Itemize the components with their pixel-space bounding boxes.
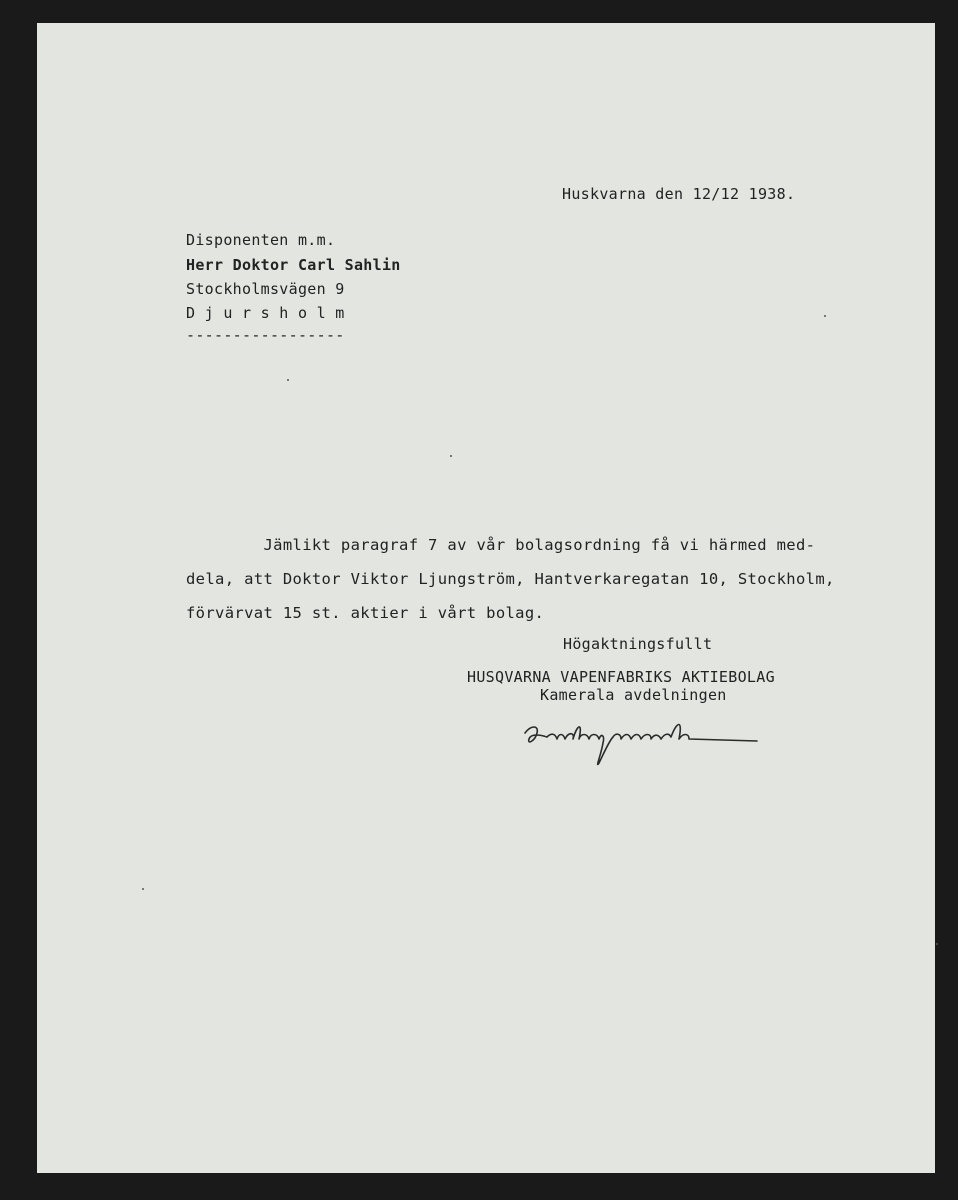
paper-speck (287, 379, 289, 381)
sender-department: Kamerala avdelningen (540, 686, 727, 704)
recipient-street: Stockholmsvägen 9 (186, 280, 345, 298)
letter-body: Jämlikt paragraf 7 av vår bolagsordning få vi härmed med- dela, att Doktor Viktor Ljungström, Hantverkaregatan 10, Stockholm, förvärvat 15 st. aktier i vårt bolag. (186, 536, 835, 622)
place-date: Huskvarna den 12/12 1938. (562, 185, 796, 203)
recipient-city: D j u r s h o l m (186, 304, 345, 322)
address-underline: ----------------- (186, 326, 345, 344)
paper-speck (936, 943, 938, 945)
letter-page (37, 23, 935, 1173)
recipient-name: Herr Doktor Carl Sahlin (186, 256, 401, 274)
paper-speck (824, 315, 826, 317)
handwritten-signature (517, 711, 777, 781)
recipient-title: Disponenten m.m. (186, 231, 336, 249)
closing: Högaktningsfullt (563, 635, 713, 653)
sender-company: HUSQVARNA VAPENFABRIKS AKTIEBOLAG (467, 668, 775, 686)
paper-speck (142, 888, 144, 890)
paper-speck (450, 455, 452, 457)
